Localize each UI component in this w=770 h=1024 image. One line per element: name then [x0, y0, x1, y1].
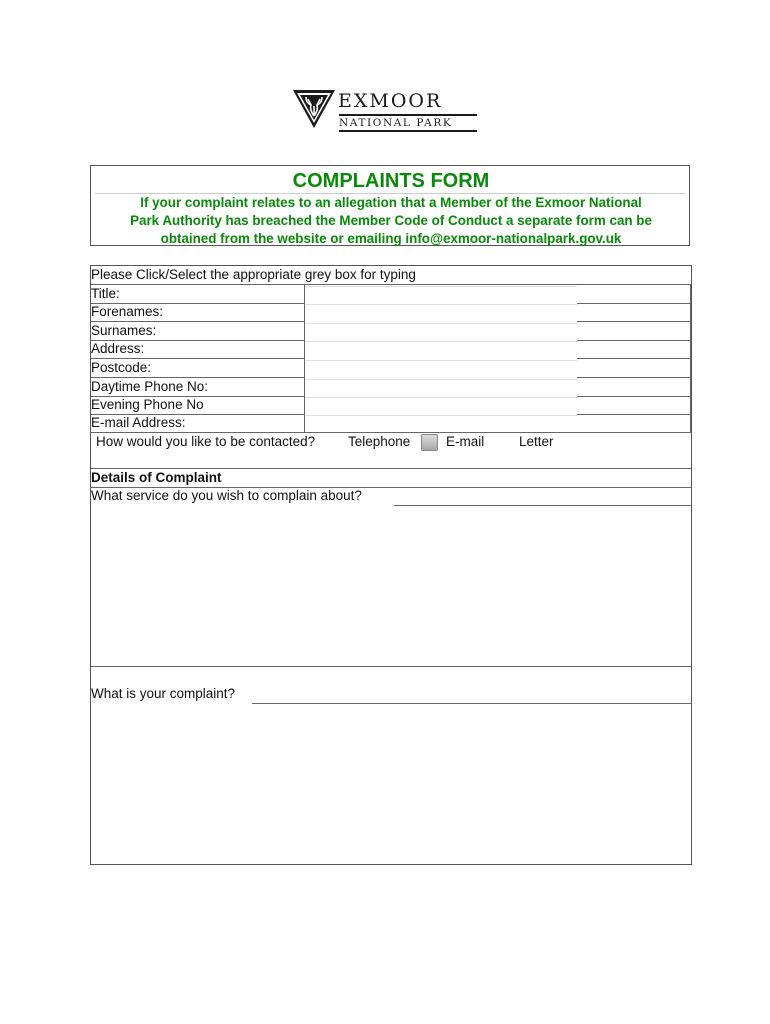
form-header: [90, 165, 690, 246]
daytime-phone-input[interactable]: [305, 379, 577, 397]
complaint-question: What is your complaint?: [91, 686, 236, 701]
row-divider: [91, 468, 691, 469]
title-input[interactable]: [305, 286, 577, 304]
evening-phone-label: Evening Phone No: [91, 397, 204, 412]
question-underline: [252, 703, 691, 704]
details-heading: Details of Complaint: [91, 470, 222, 485]
contact-question: How would you like to be contacted?: [96, 434, 316, 449]
row-divider: [91, 432, 691, 433]
notice-line-2: Park Authority has breached the Member Code of Conduct a separate form can be: [130, 213, 652, 228]
telephone-checkbox[interactable]: [421, 434, 438, 451]
row-divider: [91, 666, 691, 667]
row-divider: [91, 321, 304, 322]
row-divider: [577, 358, 691, 359]
service-textarea[interactable]: [92, 507, 678, 665]
email-input[interactable]: [305, 415, 577, 433]
question-underline: [394, 505, 691, 506]
complaint-form: [90, 265, 692, 865]
page-title: COMPLAINTS FORM: [292, 170, 490, 192]
notice-line-1: If your complaint relates to an allegation that a Member of the Exmoor National: [140, 195, 642, 210]
row-divider: [577, 414, 691, 415]
stag-shield-icon: [292, 88, 336, 130]
logo-rule-bottom: [339, 130, 477, 132]
daytime-phone-label: Daytime Phone No:: [91, 379, 209, 394]
exmoor-logo: [292, 88, 482, 134]
row-divider: [577, 321, 691, 322]
title-label: Title:: [91, 286, 120, 301]
postcode-input[interactable]: [305, 360, 577, 378]
row-divider: [577, 303, 691, 304]
row-divider: [91, 358, 304, 359]
forenames-label: Forenames:: [91, 304, 164, 319]
instruction-text: Please Click/Select the appropriate grey box for typing: [91, 267, 416, 282]
logo-subtitle: NATIONAL PARK: [339, 117, 453, 129]
contact-option-telephone: Telephone: [348, 434, 411, 449]
email-label: E-mail Address:: [91, 415, 186, 430]
contact-option-email: E-mail: [446, 434, 485, 449]
logo-rule-top: [339, 114, 477, 116]
row-divider: [577, 377, 691, 378]
row-divider: [91, 284, 691, 285]
surnames-input[interactable]: [305, 323, 577, 341]
address-label: Address:: [91, 341, 145, 356]
notice-line-3: obtained from the website or emailing info@exmoor-nationalpark.gov.uk: [160, 231, 622, 246]
row-divider: [91, 377, 304, 378]
row-divider: [577, 340, 691, 341]
conduct-notice: [91, 194, 691, 248]
complaint-textarea[interactable]: [92, 706, 678, 862]
service-question: What service do you wish to complain about?: [91, 488, 362, 503]
evening-phone-input[interactable]: [305, 397, 577, 415]
address-input[interactable]: [305, 341, 577, 359]
contact-option-letter: Letter: [519, 434, 554, 449]
surnames-label: Surnames:: [91, 323, 157, 338]
forenames-input[interactable]: [305, 304, 577, 322]
logo-name: EXMOOR: [338, 90, 443, 112]
postcode-label: Postcode:: [91, 360, 152, 375]
row-divider: [577, 396, 691, 397]
